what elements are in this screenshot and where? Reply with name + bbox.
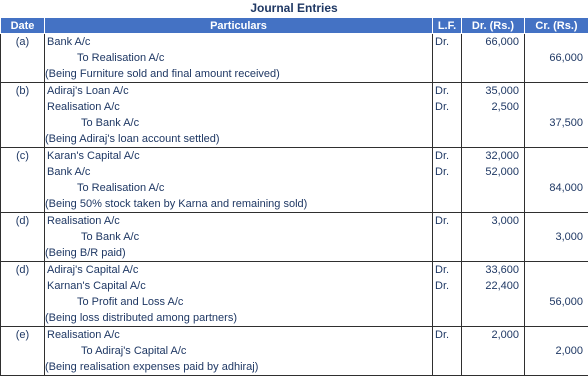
debit-amount: 2,500 (462, 99, 525, 115)
debit-marker (433, 359, 462, 376)
debit-marker (433, 196, 462, 213)
particulars-cell: To Bank A/c (45, 115, 433, 131)
journal-body (1, 34, 588, 376)
table-row (1, 229, 588, 245)
debit-amount: 66,000 (462, 34, 525, 51)
debit-amount: 32,000 (462, 148, 525, 165)
debit-marker (433, 229, 462, 245)
particulars-cell: Karan's Capital A/c (45, 148, 433, 165)
entry-date (1, 294, 45, 310)
debit-marker (433, 115, 462, 131)
credit-amount: 84,000 (525, 180, 588, 196)
entry-date (1, 180, 45, 196)
table-row (1, 343, 588, 359)
table-row (1, 278, 588, 294)
entry-date (1, 196, 45, 213)
table-header-row (1, 18, 588, 34)
particulars-cell: Karnan's Capital A/c (45, 278, 433, 294)
entry-date (1, 99, 45, 115)
particulars-cell: To Realisation A/c (45, 180, 433, 196)
debit-marker (433, 343, 462, 359)
debit-amount (462, 310, 525, 327)
debit-amount (462, 180, 525, 196)
table-row (1, 66, 588, 83)
debit-amount (462, 245, 525, 262)
entry-date: (d) (1, 262, 45, 279)
particulars-cell: (Being 50% stock taken by Karna and remaining sold) (45, 196, 433, 213)
particulars-cell: To Realisation A/c (45, 50, 433, 66)
debit-marker: Dr. (433, 34, 462, 51)
entry-date (1, 164, 45, 180)
journal-table (0, 17, 588, 376)
debit-amount (462, 115, 525, 131)
debit-amount: 22,400 (462, 278, 525, 294)
particulars-cell: Adiraj's Loan A/c (45, 83, 433, 100)
particulars-cell: (Being Adiraj's loan account settled) (45, 131, 433, 148)
debit-marker (433, 50, 462, 66)
entry-date (1, 245, 45, 262)
table-row (1, 245, 588, 262)
debit-marker (433, 310, 462, 327)
credit-amount (525, 196, 588, 213)
debit-marker: Dr. (433, 262, 462, 279)
entry-date: (c) (1, 148, 45, 165)
debit-amount (462, 359, 525, 376)
debit-marker: Dr. (433, 278, 462, 294)
table-row (1, 359, 588, 376)
table-row (1, 294, 588, 310)
particulars-cell: (Being B/R paid) (45, 245, 433, 262)
entry-date (1, 229, 45, 245)
credit-amount (525, 83, 588, 100)
credit-amount: 2,000 (525, 343, 588, 359)
entry-date: (d) (1, 213, 45, 230)
debit-amount: 3,000 (462, 213, 525, 230)
credit-amount (525, 327, 588, 344)
particulars-cell: Bank A/c (45, 164, 433, 180)
credit-amount: 3,000 (525, 229, 588, 245)
table-row (1, 180, 588, 196)
debit-amount (462, 50, 525, 66)
entry-date: (e) (1, 327, 45, 344)
credit-amount: 56,000 (525, 294, 588, 310)
entry-date (1, 359, 45, 376)
credit-amount (525, 359, 588, 376)
particulars-cell: Bank A/c (45, 34, 433, 51)
entry-date (1, 343, 45, 359)
debit-marker (433, 131, 462, 148)
credit-amount (525, 262, 588, 279)
particulars-cell: To Bank A/c (45, 229, 433, 245)
header-debit: Dr. (Rs.) (462, 18, 525, 34)
header-date: Date (1, 18, 45, 34)
debit-marker: Dr. (433, 99, 462, 115)
entry-date (1, 115, 45, 131)
debit-amount: 52,000 (462, 164, 525, 180)
entry-date (1, 131, 45, 148)
debit-marker: Dr. (433, 83, 462, 100)
table-row (1, 196, 588, 213)
debit-marker (433, 180, 462, 196)
debit-marker: Dr. (433, 164, 462, 180)
entry-date: (a) (1, 34, 45, 51)
table-row (1, 148, 588, 165)
debit-marker (433, 294, 462, 310)
table-row (1, 131, 588, 148)
credit-amount (525, 66, 588, 83)
entry-date (1, 50, 45, 66)
entry-date: (b) (1, 83, 45, 100)
debit-marker: Dr. (433, 327, 462, 344)
entry-date (1, 310, 45, 327)
debit-amount (462, 196, 525, 213)
particulars-cell: To Profit and Loss A/c (45, 294, 433, 310)
table-row (1, 262, 588, 279)
debit-amount (462, 229, 525, 245)
table-row (1, 115, 588, 131)
table-row (1, 34, 588, 51)
debit-amount (462, 294, 525, 310)
credit-amount (525, 34, 588, 51)
header-lf: L.F. (433, 18, 462, 34)
credit-amount (525, 245, 588, 262)
table-row (1, 213, 588, 230)
credit-amount (525, 148, 588, 165)
table-row (1, 50, 588, 66)
credit-amount (525, 310, 588, 327)
particulars-cell: (Being realisation expenses paid by adhiraj) (45, 359, 433, 376)
table-row (1, 310, 588, 327)
particulars-cell: To Adiraj's Capital A/c (45, 343, 433, 359)
debit-marker (433, 66, 462, 83)
debit-amount (462, 66, 525, 83)
debit-marker: Dr. (433, 148, 462, 165)
debit-amount (462, 343, 525, 359)
particulars-cell: (Being Furniture sold and final amount received) (45, 66, 433, 83)
header-credit: Cr. (Rs.) (525, 18, 588, 34)
credit-amount: 37,500 (525, 115, 588, 131)
particulars-cell: Realisation A/c (45, 213, 433, 230)
debit-marker: Dr. (433, 213, 462, 230)
particulars-cell: Realisation A/c (45, 327, 433, 344)
particulars-cell: (Being loss distributed among partners) (45, 310, 433, 327)
debit-amount: 33,600 (462, 262, 525, 279)
debit-marker (433, 245, 462, 262)
debit-amount: 35,000 (462, 83, 525, 100)
particulars-cell: Adiraj's Capital A/c (45, 262, 433, 279)
credit-amount (525, 164, 588, 180)
header-particulars: Particulars (45, 18, 433, 34)
credit-amount (525, 213, 588, 230)
entry-date (1, 278, 45, 294)
table-row (1, 164, 588, 180)
table-row (1, 99, 588, 115)
credit-amount (525, 278, 588, 294)
credit-amount (525, 99, 588, 115)
debit-amount (462, 131, 525, 148)
debit-amount: 2,000 (462, 327, 525, 344)
page-title: Journal Entries (250, 1, 338, 15)
credit-amount: 66,000 (525, 50, 588, 66)
table-row (1, 327, 588, 344)
entry-date (1, 66, 45, 83)
particulars-cell: Realisation A/c (45, 99, 433, 115)
credit-amount (525, 131, 588, 148)
table-row (1, 83, 588, 100)
